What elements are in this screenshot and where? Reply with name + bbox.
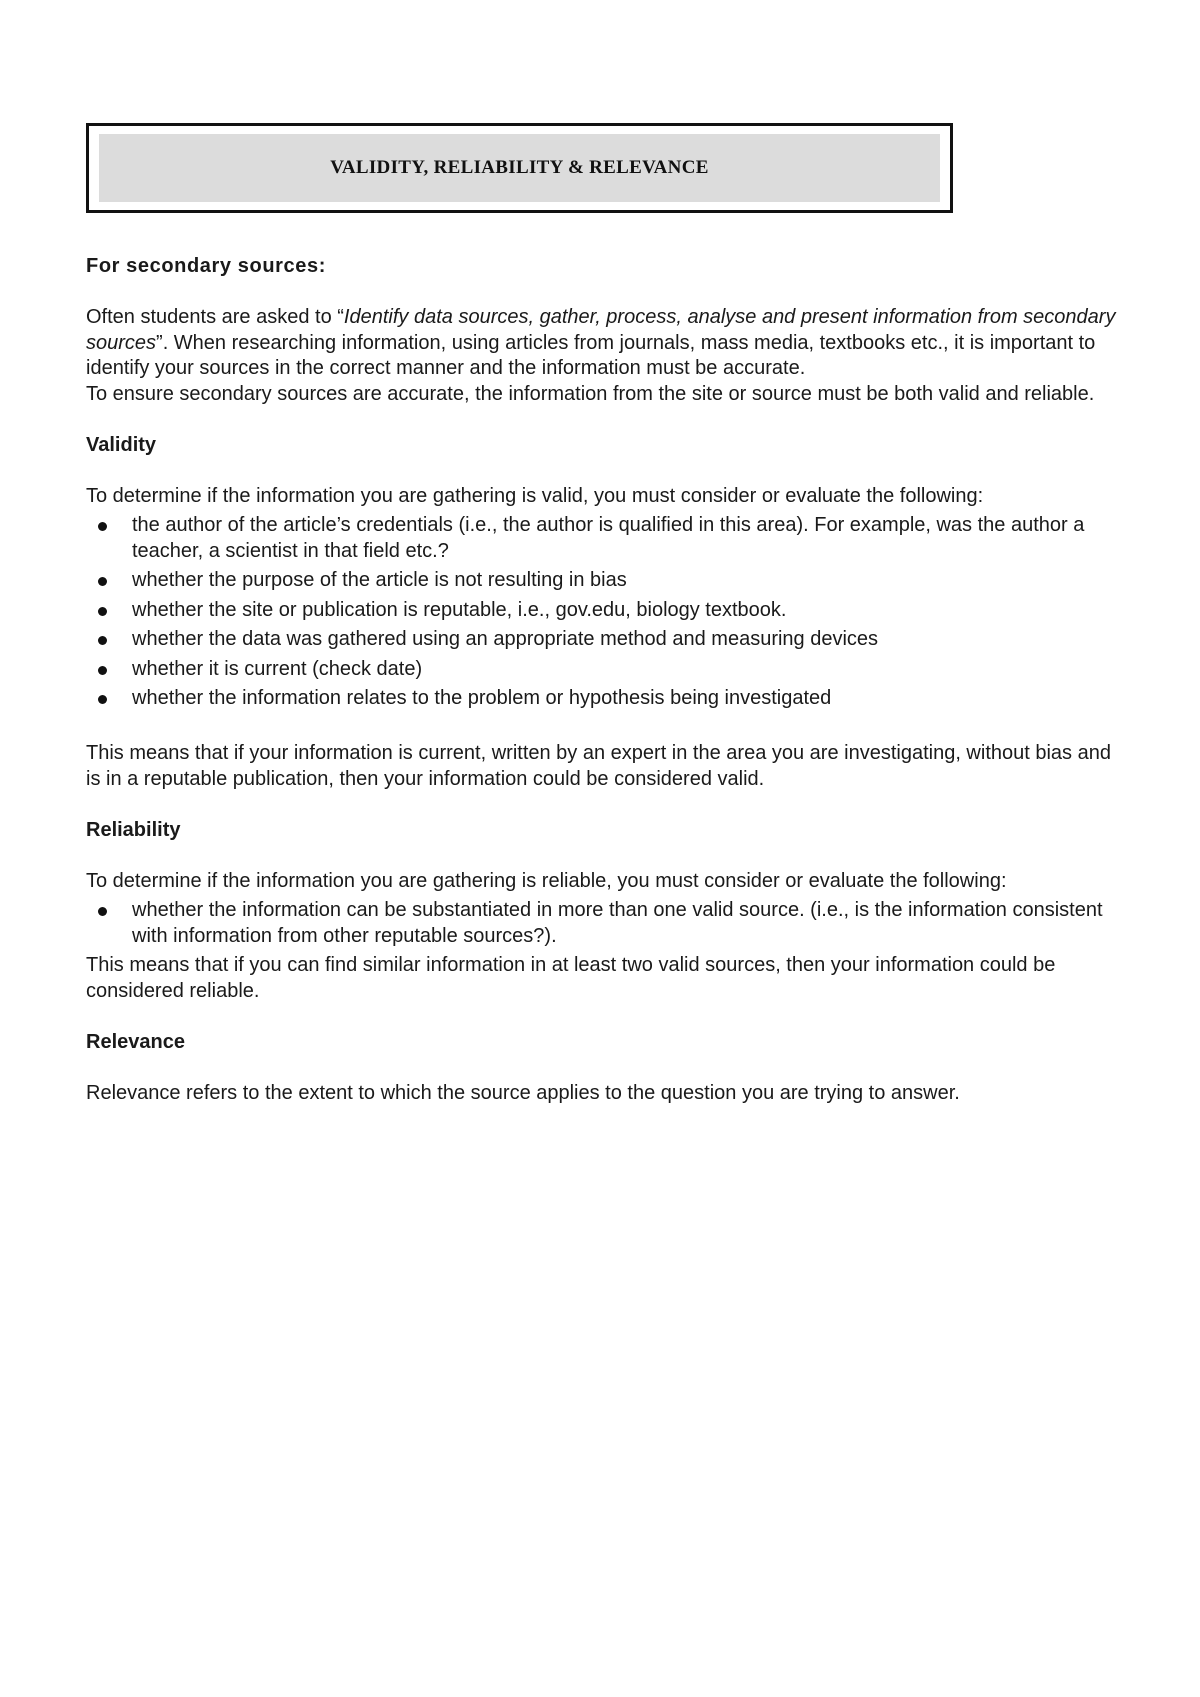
bullet-icon [98, 666, 107, 675]
secondary-sources-heading: For secondary sources: [86, 255, 326, 277]
bullet-icon [98, 636, 107, 645]
validity-conclusion: This means that if your information is current, written by an expert in the area you are investigating, without bias and is in a reputable publication, then your information could be considered valid. [86, 742, 1111, 790]
accuracy-paragraph: To ensure secondary sources are accurate, the information from the site or source must be both valid and reliable. [86, 382, 1095, 405]
validity-list [86, 513, 1126, 712]
secondary-sources-paragraph [86, 305, 1126, 382]
bullet-icon [98, 522, 107, 531]
title-banner [99, 134, 940, 202]
list-item-text: whether the data was gathered using an appropriate method and measuring devices [132, 628, 879, 650]
bullet-icon [98, 907, 107, 916]
list-item-text: whether the information relates to the problem or hypothesis being investigated [132, 687, 832, 709]
paragraph-lead: Often students are asked to “ [86, 306, 344, 328]
list-item [86, 686, 1126, 712]
quoted-task: Identify data sources, gather, process, analyse and present information from secondary sources [86, 306, 1116, 354]
title-box [86, 123, 953, 213]
document-body [86, 254, 1126, 1106]
list-item [86, 568, 1126, 594]
list-item [86, 598, 1126, 624]
reliability-intro: To determine if the information you are gathering is reliable, you must consider or evaluate the following: [86, 869, 1007, 892]
list-item-text: whether the purpose of the article is not resulting in bias [132, 569, 627, 591]
list-item [86, 627, 1126, 653]
list-item [86, 898, 1126, 949]
relevance-text: Relevance refers to the extent to which the source applies to the question you are trying to answer. [86, 1081, 960, 1104]
reliability-list [86, 898, 1126, 949]
list-item-text: the author of the article’s credentials (i.e., the author is qualified in this area). For example, was the author a teacher, a scientist in that field etc.? [132, 514, 1085, 562]
paragraph-rest: ”. When researching information, using articles from journals, mass media, textbooks etc., it is important to identify your sources in the correct manner and the information must be accurate. [86, 331, 1096, 379]
relevance-heading: Relevance [86, 1030, 185, 1053]
bullet-icon [98, 695, 107, 704]
document-title: VALIDITY, RELIABILITY & RELEVANCE [330, 157, 709, 178]
list-item [86, 513, 1126, 564]
reliability-heading: Reliability [86, 818, 181, 841]
list-item-text: whether the information can be substantiated in more than one valid source. (i.e., is the information consistent with information from other reputable sources?). [132, 899, 1103, 947]
reliability-conclusion: This means that if you can find similar information in at least two valid sources, then your information could be considered reliable. [86, 954, 1056, 1002]
list-item-text: whether it is current (check date) [132, 657, 423, 680]
list-item [86, 657, 1126, 683]
bullet-icon [98, 607, 107, 616]
validity-intro: To determine if the information you are gathering is valid, you must consider or evaluate the following: [86, 484, 984, 507]
list-item-text: whether the site or publication is reputable, i.e., gov.edu, biology textbook. [132, 598, 787, 621]
bullet-icon [98, 577, 107, 586]
validity-heading: Validity [86, 433, 157, 456]
